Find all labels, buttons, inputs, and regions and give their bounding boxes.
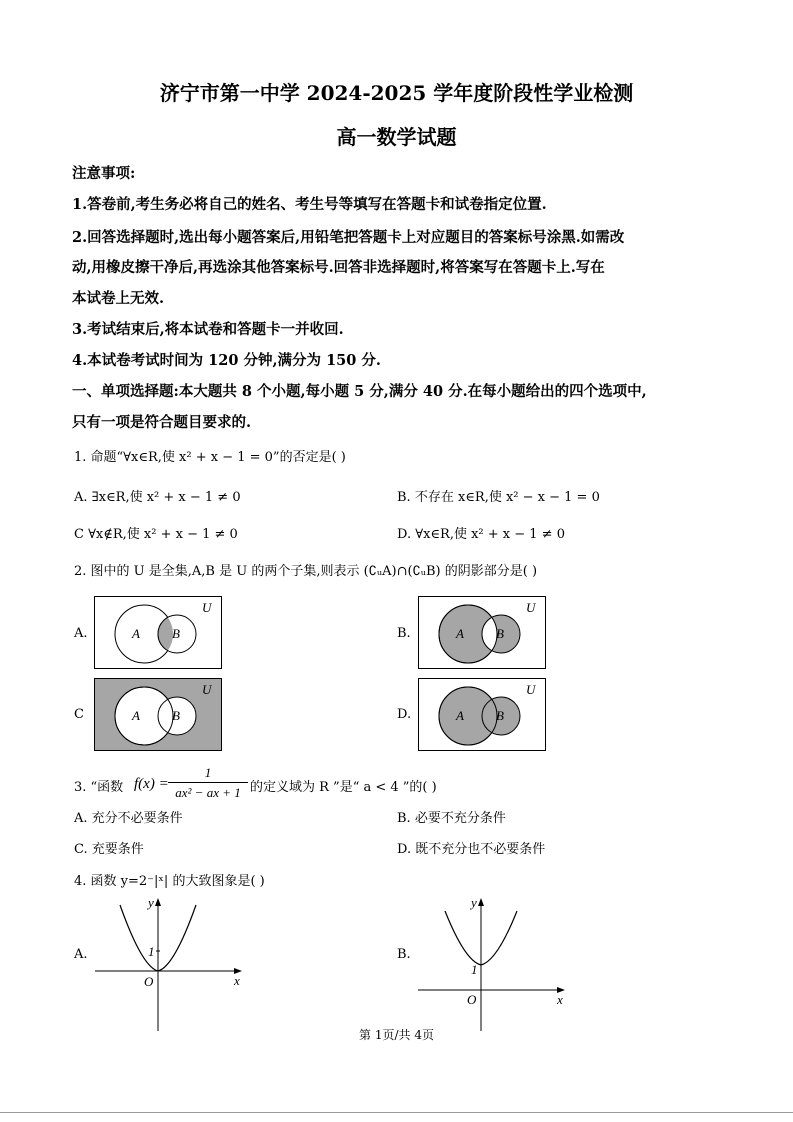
page-bottom-rule xyxy=(0,1112,793,1113)
q2-venn-d xyxy=(418,678,546,752)
q3-denominator: ax² − ax + 1 xyxy=(175,785,241,800)
y-axis-label: y xyxy=(471,895,477,910)
set-u-label: U xyxy=(526,600,536,615)
section-heading: 一、单项选择题:本大题共 8 个小题,每小题 5 分,满分 40 分.在每小题给出的四个选项中, xyxy=(72,383,647,400)
exam-subtitle: 高一数学试题 xyxy=(336,125,457,149)
q2-venn-b xyxy=(418,596,546,670)
q4-option-b-label: B. xyxy=(397,947,411,962)
q3-option-d: D. 既不充分也不必要条件 xyxy=(397,842,546,857)
section-heading-cont: 只有一项是符合题目要求的. xyxy=(72,414,252,431)
q4-graph-b xyxy=(413,893,573,1033)
q3-stem-suffix: 的定义域为 R ”是“ a < 4 ”的( ) xyxy=(250,780,437,795)
set-a-label: A xyxy=(456,708,464,723)
q2-option-a-label: A. xyxy=(74,626,88,641)
q3-option-c: C. 充要条件 xyxy=(74,842,144,857)
q1-stem: 1. 命题“∀x∈R,使 x² + x − 1 = 0”的否定是( ) xyxy=(74,450,346,465)
notes-item-3: 3.考试结束后,将本试卷和答题卡一并收回. xyxy=(72,321,344,338)
q2-venn-c xyxy=(94,678,222,752)
q1-option-c: C ∀x∉R,使 x² + x − 1 ≠ 0 xyxy=(74,527,238,542)
q3-function: f(x) = xyxy=(134,776,169,792)
q2-option-d-label: D. xyxy=(397,707,412,722)
q4-option-a-label: A. xyxy=(74,947,88,962)
tick-one-label: 1 xyxy=(148,944,155,959)
notes-item-2: 2.回答选择题时,选出每小题答案后,用铅笔把答题卡上对应题目的答案标号涂黑.如需改 xyxy=(72,229,625,246)
notes-heading: 注意事项: xyxy=(72,165,136,182)
notes-item-2-cont: 动,用橡皮擦干净后,再选涂其他答案标号.回答非选择题时,将答案写在答题卡上.写在 xyxy=(72,259,605,276)
q2-option-c-label: C xyxy=(74,707,84,722)
notes-item-1: 1.答卷前,考生务必将自己的姓名、考生号等填写在答题卡和试卷指定位置. xyxy=(72,196,547,213)
q4-stem: 4. 函数 y=2⁻|ˣ| 的大致图象是( ) xyxy=(74,874,265,889)
q3-stem-prefix: 3. “函数 xyxy=(74,780,124,795)
q3-option-b: B. 必要不充分条件 xyxy=(397,811,506,826)
page-number: 第 1页/共 4页 xyxy=(359,1028,434,1042)
exam-title: 济宁市第一中学 2024-2025 学年度阶段性学业检测 xyxy=(159,81,634,105)
q3-numerator: 1 xyxy=(204,765,212,780)
q1-option-b: B. 不存在 x∈R,使 x² − x − 1 = 0 xyxy=(397,490,600,505)
origin-label: O xyxy=(144,974,154,989)
y-axis-label: y xyxy=(148,895,154,910)
q4-graph-a xyxy=(90,893,250,1033)
q3-fraction-bar xyxy=(168,782,248,783)
set-u-label: U xyxy=(526,682,536,697)
set-b-label: B xyxy=(172,708,180,723)
set-a-label: A xyxy=(132,708,140,723)
notes-item-2-end: 本试卷上无效. xyxy=(72,290,165,307)
q1-option-a: A. ∃x∈R,使 x² + x − 1 ≠ 0 xyxy=(74,490,241,505)
set-b-label: B xyxy=(496,626,504,641)
q2-stem: 2. 图中的 U 是全集,A,B 是 U 的两个子集,则表示 (∁ᵤA)∩(∁ᵤB) 的阴影部分是( ) xyxy=(74,564,538,579)
set-b-label: B xyxy=(172,626,180,641)
x-axis-label: x xyxy=(234,973,240,988)
origin-label: O xyxy=(467,992,477,1007)
set-u-label: U xyxy=(202,682,212,697)
q3-option-a: A. 充分不必要条件 xyxy=(74,811,183,826)
x-axis-label: x xyxy=(557,992,563,1007)
set-u-label: U xyxy=(202,600,212,615)
notes-item-4: 4.本试卷考试时间为 120 分钟,满分为 150 分. xyxy=(72,352,381,369)
set-a-label: A xyxy=(132,626,140,641)
q2-venn-a xyxy=(94,596,222,670)
q2-option-b-label: B. xyxy=(397,626,411,641)
q1-option-d: D. ∀x∈R,使 x² + x − 1 ≠ 0 xyxy=(397,527,565,542)
set-a-label: A xyxy=(456,626,464,641)
set-b-label: B xyxy=(496,708,504,723)
tick-one-label: 1 xyxy=(471,962,478,977)
